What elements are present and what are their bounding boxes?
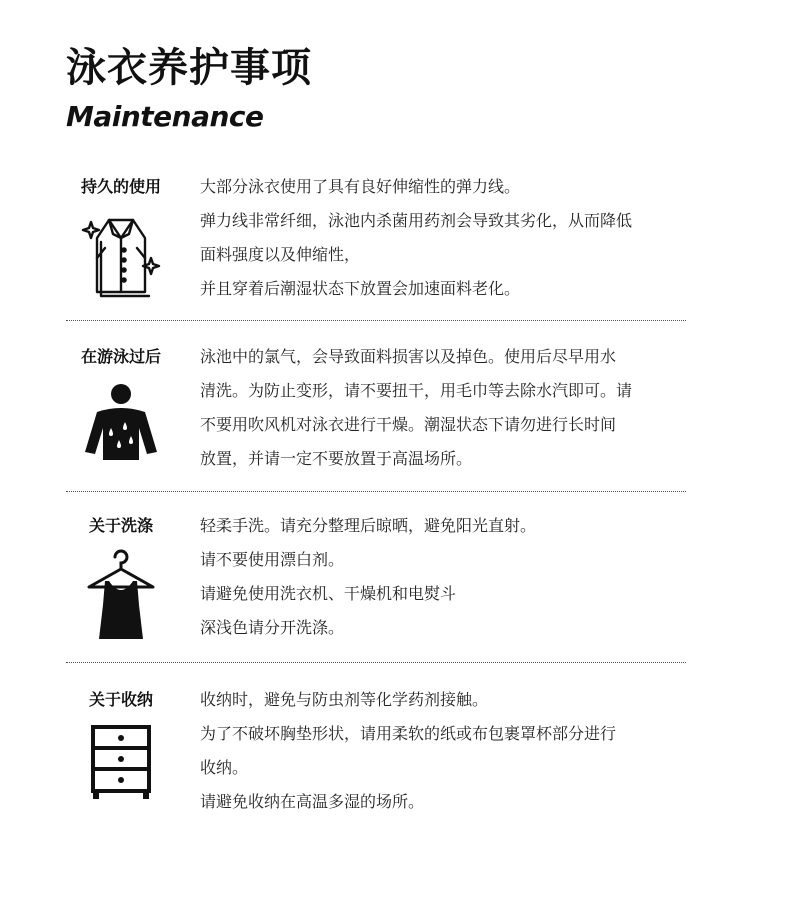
- text-line: 并且穿着后潮湿状态下放置会加速面料老化。: [200, 279, 521, 298]
- section-text: [200, 683, 690, 819]
- text-line: 不要用吹风机对泳衣进行干燥。潮湿状态下请勿进行长时间: [200, 415, 617, 434]
- shirt-sparkle-icon: [66, 208, 176, 298]
- hanger-tank-top-icon: [66, 547, 176, 639]
- text-line: 请不要使用漂白剂。: [200, 550, 345, 569]
- text-line: 轻柔手洗。请充分整理后晾晒，避免阳光直射。: [200, 516, 537, 535]
- section-storage: [66, 683, 686, 823]
- section-title: 关于洗涤: [88, 516, 153, 535]
- page-title: 泳衣养护事项: [66, 45, 312, 91]
- text-line: 面料强度以及伸缩性，: [200, 245, 361, 264]
- section-text: [200, 509, 690, 645]
- section-title: 持久的使用: [80, 177, 161, 196]
- drawer-cabinet-icon: [66, 725, 176, 799]
- section-title: 关于收纳: [88, 690, 153, 709]
- section-title: 在游泳过后: [80, 347, 161, 366]
- text-line: 深浅色请分开洗涤。: [200, 618, 345, 637]
- section-after-swimming: [66, 340, 686, 480]
- text-line: 放置，并请一定不要放置于高温场所。: [200, 449, 473, 468]
- text-line: 泳池中的氯气，会导致面料损害以及掉色。使用后尽早用水: [200, 347, 617, 366]
- section-divider: [66, 662, 686, 663]
- wet-person-icon: [66, 382, 176, 462]
- page-subtitle: Maintenance: [66, 100, 264, 133]
- section-divider: [66, 491, 686, 492]
- text-line: 弹力线非常纤细，泳池内杀菌用药剂会导致其劣化，从而降低: [200, 211, 633, 230]
- section-text: [200, 340, 690, 476]
- section-text: [200, 170, 690, 306]
- text-line: 请避免使用洗衣机、干燥机和电熨斗: [200, 584, 457, 603]
- section-durable-use: [66, 170, 686, 310]
- text-line: 请避免收纳在高温多湿的场所。: [200, 792, 425, 811]
- text-line: 大部分泳衣使用了具有良好伸缩性的弹力线。: [200, 177, 521, 196]
- section-divider: [66, 320, 686, 321]
- section-washing: [66, 509, 686, 649]
- text-line: 为了不破坏胸垫形状，请用柔软的纸或布包裹罩杯部分进行: [200, 724, 617, 743]
- text-line: 清洗。为防止变形，请不要扭干，用毛巾等去除水汽即可。请: [200, 381, 633, 400]
- text-line: 收纳时，避免与防虫剂等化学药剂接触。: [200, 690, 489, 709]
- text-line: 收纳。: [200, 758, 249, 777]
